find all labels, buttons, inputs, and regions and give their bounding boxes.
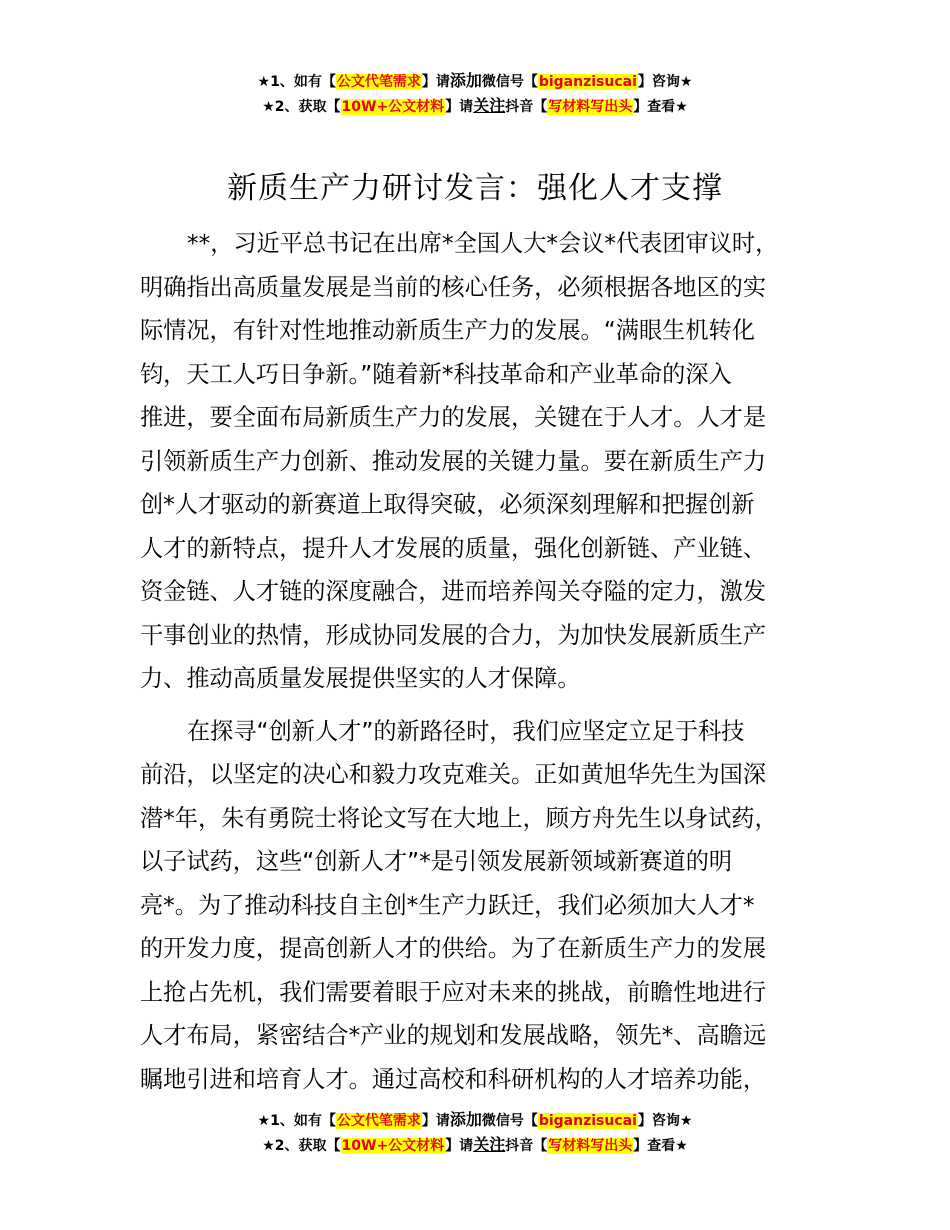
text-line: 潜*年，朱有勇院士将论文写在大地上，顾方舟先生以身试药，	[140, 804, 778, 832]
banner-emphasis: 添加	[449, 1110, 482, 1129]
text-line: 瞩地引进和培育人才。通过高校和科研机构的人才培养功能，	[140, 1065, 767, 1093]
text-line: 资金链、人才链的深度融合，进而培养闯关夺隘的定力，激发	[140, 578, 767, 605]
text-line: 亮*。为了推动科技自主创*生产力跃迁，我们必须加大人才*	[140, 891, 755, 919]
text-line: 干事创业的热情，形成协同发展的合力，为加快发展新质生产	[140, 621, 767, 649]
banner-highlight: 10W+公文材料	[341, 99, 445, 115]
text-line: 人才布局，紧密结合*产业的规划和发展战略，领先*、高瞻远	[140, 1022, 767, 1049]
paragraph-1	[140, 222, 830, 701]
document-title: 新质生产力研讨发言：强化人才支撑	[227, 171, 723, 206]
text-line: 人才的新特点，提升人才发展的质量，强化创新链、产业链、	[140, 534, 767, 562]
header-banner	[0, 69, 950, 119]
banner-text: 】咨询★	[637, 1113, 693, 1129]
banner-text: 微信号【	[481, 74, 538, 90]
banner-text: ★2、获取【	[262, 99, 341, 115]
banner-highlight: biganzisucai	[538, 74, 637, 90]
text-line: 际情况，有针对性地推动新质生产力的发展。“满眼生机转化	[140, 317, 755, 344]
banner-line-1	[0, 1108, 950, 1133]
banner-text: ★2、获取【	[262, 1138, 341, 1154]
banner-text: 】咨询★	[637, 74, 693, 90]
text-line: 引领新质生产力创新、推动发展的关键力量。要在新质生产力	[140, 447, 767, 475]
banner-emphasis: 关注	[473, 96, 506, 115]
banner-highlight: 公文代笔需求	[336, 1113, 421, 1129]
text-line: 推进，要全面布局新质生产力的发展，关键在于人才。人才是	[140, 404, 767, 431]
banner-text: 微信号【	[481, 1113, 538, 1129]
banner-text: 抖音【	[505, 99, 548, 115]
banner-line-2	[0, 1133, 950, 1158]
banner-text: 】请	[445, 1138, 474, 1154]
text-line: 在探寻“创新人才”的新路径时，我们应坚定立足于科技	[187, 717, 745, 745]
footer-banner	[0, 1108, 950, 1158]
text-line: 力、推动高质量发展提供坚实的人才保障。	[140, 665, 581, 692]
banner-text: ★1、如有【	[257, 74, 336, 90]
banner-highlight: 公文代笔需求	[336, 74, 421, 90]
banner-line-1	[0, 69, 950, 94]
banner-emphasis: 添加	[449, 71, 482, 90]
banner-highlight: biganzisucai	[538, 1113, 637, 1129]
text-line: 以子试药，这些“创新人才”*是引领发展新领域新赛道的明	[140, 848, 733, 875]
text-line: **，习近平总书记在出席*全国人大*会议*代表团审议时，	[187, 230, 779, 257]
banner-highlight: 写材料写出头	[548, 1138, 633, 1154]
text-line: 创*人才驱动的新赛道上取得突破，必须深刻理解和把握创新	[140, 491, 755, 518]
banner-text: 】查看★	[633, 1138, 688, 1154]
banner-text: 抖音【	[505, 1138, 548, 1154]
text-line: 的开发力度，提高创新人才的供给。为了在新质生产力的发展	[140, 935, 767, 962]
paragraph-2	[140, 710, 830, 1102]
banner-highlight: 10W+公文材料	[341, 1138, 445, 1154]
text-line: 明确指出高质量发展是当前的核心任务，必须根据各地区的实	[140, 273, 767, 301]
banner-highlight: 写材料写出头	[548, 99, 633, 115]
banner-text: 】请	[421, 74, 450, 90]
text-line: 上抢占先机，我们需要着眼于应对未来的挑战，前瞻性地进行	[140, 978, 767, 1006]
banner-text: 】查看★	[633, 99, 688, 115]
banner-text: 】请	[421, 1113, 450, 1129]
banner-text: ★1、如有【	[257, 1113, 336, 1129]
banner-line-2	[0, 94, 950, 119]
text-line: 钧，天工人巧日争新。”随着新*科技革命和产业革命的深入	[140, 360, 732, 388]
banner-emphasis: 关注	[473, 1135, 506, 1154]
text-line: 前沿，以坚定的决心和毅力攻克难关。正如黄旭华先生为国深	[140, 761, 767, 788]
banner-text: 】请	[445, 99, 474, 115]
document-body	[140, 222, 830, 1101]
